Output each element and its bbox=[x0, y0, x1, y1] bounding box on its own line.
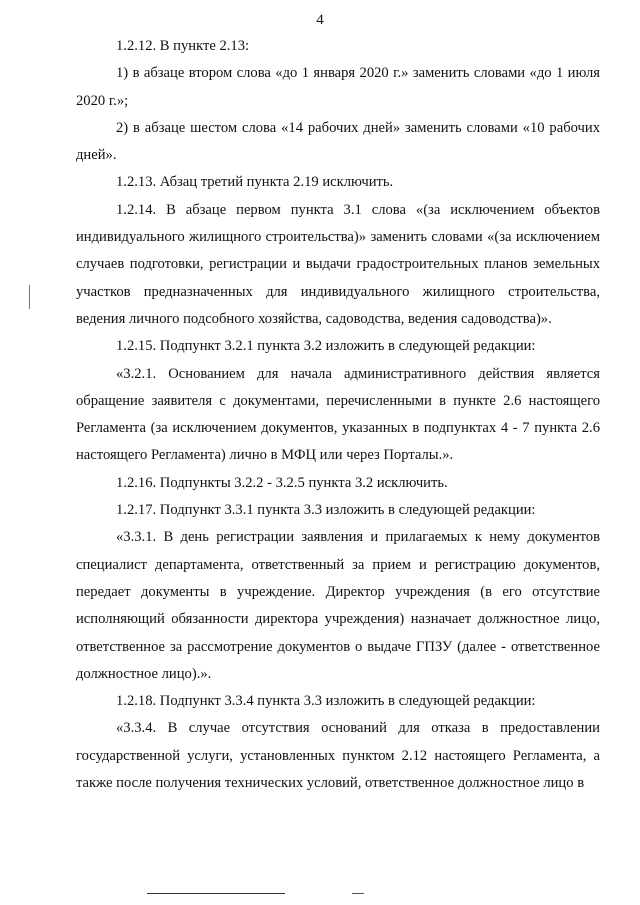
paragraph-1-2-14: 1.2.14. В абзаце первом пункта 3.1 слова «(за исключением объектов индивидуального жилищного строительства)» заменить словами «(за исключением случаев подготовки, регистрации и выдачи градостроительных планов земельных участков предназначенных для индивидуального жилищного строительства, ведения личного подсобного хозяйства, садоводства, ведения садоводства)». bbox=[76, 201, 600, 327]
page-number: 4 bbox=[316, 12, 324, 28]
paragraph-1-2-17: 1.2.17. Подпункт 3.3.1 пункта 3.3 изложить в следующей редакции: bbox=[116, 502, 536, 519]
footer-rule bbox=[147, 893, 285, 894]
paragraph-1-2-18: 1.2.18. Подпункт 3.3.4 пункта 3.3 изложить в следующей редакции: bbox=[116, 693, 536, 710]
paragraph-quote-3-3-1: «3.3.1. В день регистрации заявления и прилагаемых к нему документов специалист департамента, ответственный за прием и регистрацию документов, передает документы в учреждение. Директор учреждения (в его отсутствие исполняющий обязанности директора учреждения) назначает должностное лицо, ответственное за рассмотрение документов о выдаче ГПЗУ (далее - ответственное должностное лицо).». bbox=[76, 529, 600, 682]
paragraph-item-1: 1) в абзаце втором слова «до 1 января 2020 г.» заменить словами «до 1 июля 2020 г.»; bbox=[76, 65, 600, 109]
footer-dash bbox=[352, 893, 364, 894]
document-body bbox=[76, 33, 600, 797]
paragraph-1-2-16: 1.2.16. Подпункты 3.2.2 - 3.2.5 пункта 3.2 исключить. bbox=[116, 474, 448, 491]
paragraph-quote-3-2-1: «3.2.1. Основанием для начала административного действия является обращение заявителя с документами, перечисленными в пункте 2.6 настоящего Регламента (за исключением документов, указанных в подпунктах 4 - 7 пункта 2.6 настоящего Регламента) лично в МФЦ или через Порталы.». bbox=[76, 365, 600, 464]
paragraph-item-2: 2) в абзаце шестом слова «14 рабочих дней» заменить словами «10 рабочих дней». bbox=[76, 119, 600, 164]
scan-margin-mark bbox=[29, 285, 30, 309]
paragraph-1-2-12: 1.2.12. В пункте 2.13: bbox=[116, 38, 250, 54]
paragraph-quote-3-3-4: «3.3.4. В случае отсутствия оснований для отказа в предоставлении государственной услуги, установленных пунктом 2.12 настоящего Регламента, а также после получения технических условий, ответственное должностное лицо в bbox=[76, 720, 600, 792]
paragraph-1-2-15: 1.2.15. Подпункт 3.2.1 пункта 3.2 изложить в следующей редакции: bbox=[116, 338, 536, 355]
paragraph-1-2-13: 1.2.13. Абзац третий пункта 2.19 исключить. bbox=[116, 174, 394, 191]
